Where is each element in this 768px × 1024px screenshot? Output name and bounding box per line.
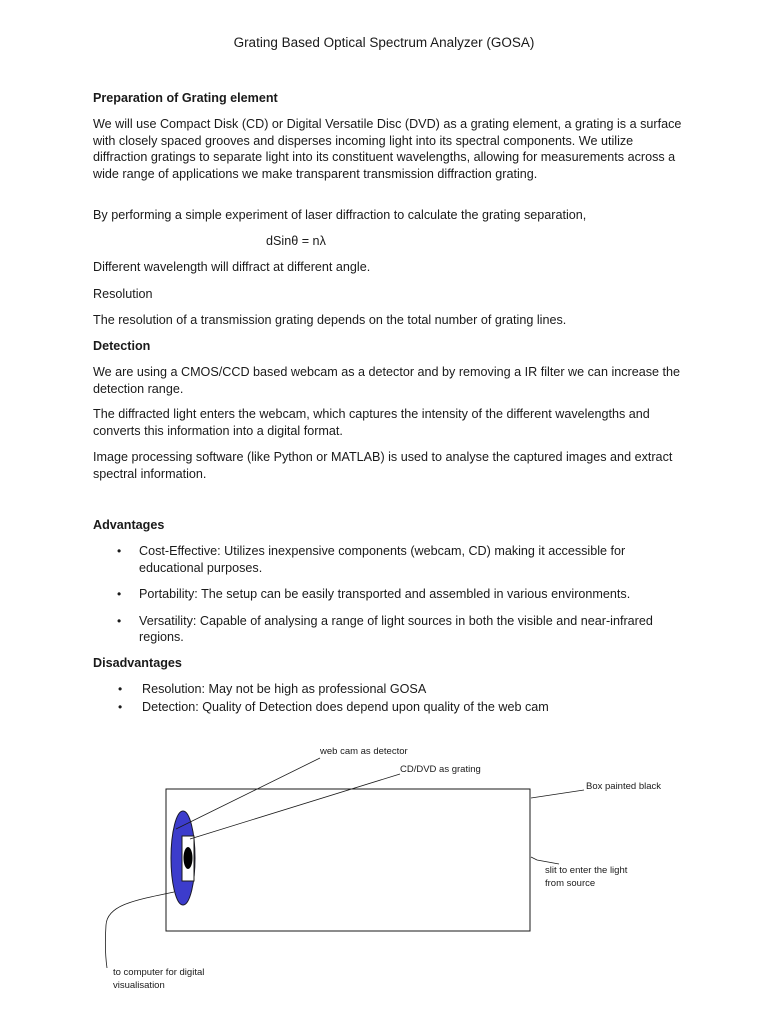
bullet-icon: •	[117, 544, 122, 558]
list-item: • Detection: Quality of Detection does depend upon quality of the web cam	[118, 699, 549, 714]
label-webcam: web cam as detector	[320, 746, 408, 757]
prep-paragraph-1: We will use Compact Disk (CD) or Digital Versatile Disc (DVD) as a grating element, a grating is a surface with closely spaced grooves and disperses incoming light into its spectral components. We utilize diffraction gratings to separate light into its constituent wavelengths, allowing for measurements across a wide range of applications we make transparent transmission diffraction grating.	[93, 117, 682, 181]
label-computer-line-2: visualisation	[113, 980, 165, 991]
disadvantages-heading: Disadvantages	[93, 656, 182, 670]
label-box: Box painted black	[586, 781, 661, 792]
list-item: • Portability: The setup can be easily transported and assembled in various environments.	[117, 587, 631, 601]
gosa-setup-diagram	[95, 740, 695, 995]
bullet-icon: •	[118, 682, 123, 696]
prep-paragraph-2: By performing a simple experiment of laser diffraction to calculate the grating separation,	[93, 208, 587, 222]
detection-paragraph-2: The diffracted light enters the webcam, which captures the intensity of the different wavelengths and converts this information into a digital format.	[93, 407, 650, 438]
prep-paragraph-3: Different wavelength will diffract at different angle.	[93, 260, 371, 274]
resolution-heading: Resolution	[93, 287, 153, 301]
list-item: • Resolution: May not be high as professional GOSA	[118, 682, 427, 696]
label-computer-line-1: to computer for digital	[113, 967, 205, 978]
resolution-paragraph: The resolution of a transmission grating depends on the total number of grating lines.	[93, 313, 567, 327]
label-slit-line-2: from source	[545, 878, 596, 889]
document-title: Grating Based Optical Spectrum Analyzer (GOSA)	[233, 35, 535, 50]
diffraction-formula: dSinθ = nλ	[266, 234, 326, 248]
bullet-icon: •	[117, 587, 122, 601]
prep-heading: Preparation of Grating element	[93, 91, 278, 105]
disadvantages-list	[93, 681, 683, 715]
advantages-list	[93, 543, 683, 646]
detection-paragraph-1: We are using a CMOS/CCD based webcam as a detector and by removing a IR filter we can increase the detection range.	[93, 365, 681, 396]
detector-icon	[184, 847, 193, 869]
advantages-heading: Advantages	[93, 518, 165, 532]
detection-heading: Detection	[93, 339, 151, 353]
bullet-icon: •	[117, 613, 122, 628]
label-grating: CD/DVD as grating	[400, 764, 481, 775]
bullet-icon: •	[118, 699, 123, 714]
label-slit-line-1: slit to enter the light	[545, 865, 628, 876]
detection-paragraph-3: Image processing software (like Python or MATLAB) is used to analyse the captured images and extract spectral information.	[93, 450, 673, 481]
list-item: • Cost-Effective: Utilizes inexpensive components (webcam, CD) making it accessible for educational purposes.	[117, 544, 626, 575]
list-item: • Versatility: Capable of analysing a range of light sources in both the visible and near-infrared regions.	[117, 613, 653, 644]
